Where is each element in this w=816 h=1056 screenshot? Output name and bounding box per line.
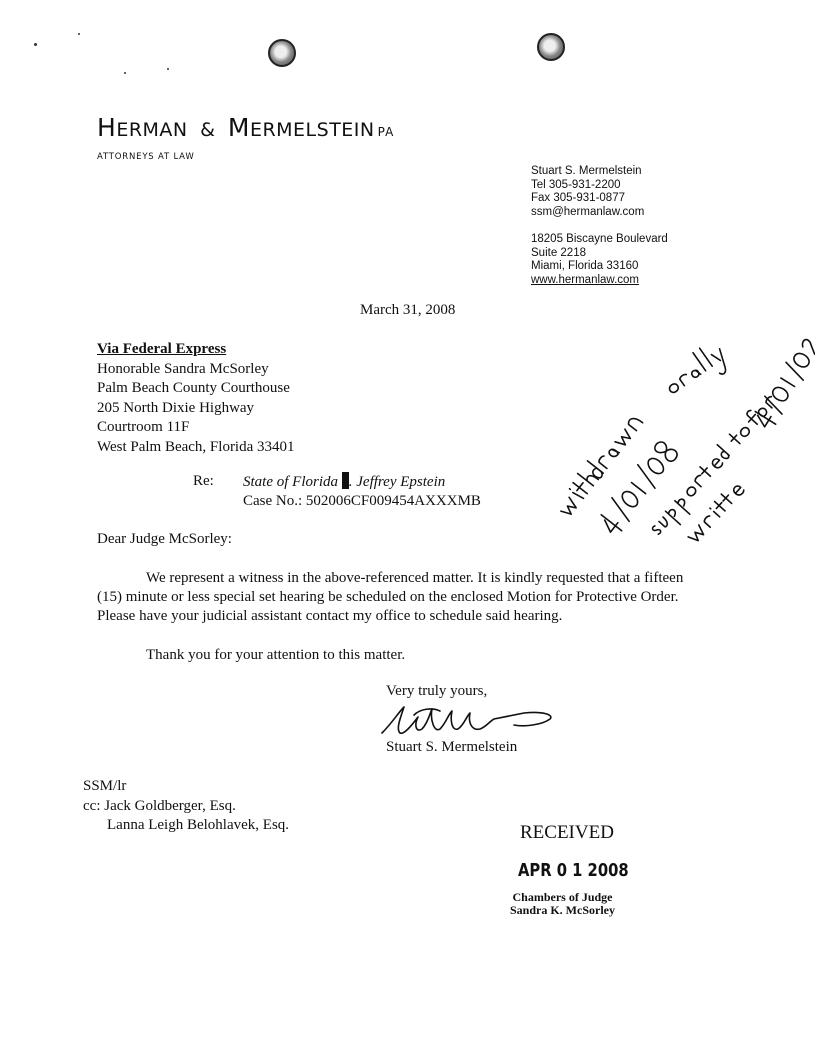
footer-block — [83, 777, 289, 836]
scan-speck — [78, 33, 80, 35]
delivery-method: Via Federal Express — [97, 341, 227, 357]
valediction: Very truly yours, — [386, 683, 488, 699]
received-stamp-title: RECEIVED — [520, 822, 614, 843]
salutation: Dear Judge McSorley: — [97, 531, 232, 547]
scan-speck — [124, 72, 126, 74]
letter-date: March 31, 2008 — [360, 302, 456, 318]
recipient-line: West Palm Beach, Florida 33401 — [97, 438, 295, 455]
body-paragraph-2: Thank you for your attention to this matter. — [146, 647, 406, 663]
firm-initial-m: M — [227, 113, 250, 142]
sender-fax: Fax 305-931-0877 — [531, 192, 625, 204]
punch-hole-right — [537, 33, 565, 61]
firm-pa: PA — [377, 125, 395, 139]
typist-initials: SSM/lr — [83, 778, 127, 794]
re-case-title — [243, 472, 445, 493]
cc-label: cc: — [83, 797, 101, 814]
recipient-line: Courtroom 11F — [97, 419, 190, 436]
signer-name: Stuart S. Mermelstein — [386, 739, 518, 755]
firm-name — [97, 113, 394, 142]
recipient-line: Honorable Sandra McSorley — [97, 360, 269, 377]
scan-speck — [167, 68, 169, 70]
address-line-1: 18205 Biscayne Boulevard — [531, 233, 668, 245]
recipient-block — [97, 340, 295, 458]
sender-tel: Tel 305-931-2200 — [531, 178, 621, 191]
body-paragraph-1-line-3: Please have your judicial assistant contact my office to schedule said hearing. — [97, 608, 563, 624]
cc-line-2 — [83, 816, 289, 836]
recipient-line: Palm Beach County Courthouse — [97, 380, 290, 397]
redaction-bar — [342, 472, 349, 489]
firm-name-herman: ERMAN — [116, 119, 188, 141]
stamp-line-2: Sandra K. McSorley — [510, 903, 615, 917]
case-number: Case No.: 502006CF009454AXXXMB — [243, 493, 481, 509]
cc-line-1 — [83, 797, 289, 817]
cc-recipient: Lanna Leigh Belohlavek, Esq. — [107, 817, 290, 834]
address-line-3: Miami, Florida 33160 — [531, 260, 639, 272]
address-line-2: Suite 2218 — [531, 246, 586, 259]
website-link[interactable]: www.hermanlaw.com — [531, 273, 640, 286]
received-stamp-chambers — [510, 891, 615, 917]
sender-email: ssm@hermanlaw.com — [531, 205, 645, 218]
punch-hole-left — [268, 39, 296, 67]
body-paragraph-1-line-1: We represent a witness in the above-referenced matter. It is kindly requested that a fifteen — [146, 570, 684, 586]
sender-contact-block — [531, 165, 644, 219]
firm-tagline: ATTORNEYS AT LAW — [97, 152, 195, 162]
stamp-line-1: Chambers of Judge — [512, 890, 613, 904]
firm-ampersand: & — [200, 119, 216, 141]
body-paragraph-1-line-2: (15) minute or less special set hearing be scheduled on the enclosed Motion for Protective Order. — [97, 589, 679, 605]
handwritten-notes — [545, 300, 815, 550]
firm-initial-h: H — [97, 113, 117, 142]
case-title-right: . Jeffrey Epstein — [348, 474, 446, 490]
recipient-line: 205 North Dixie Highway — [97, 399, 255, 416]
case-title-left: State of Florida — [243, 474, 338, 490]
firm-name-mermelstein: ERMELSTEIN — [249, 119, 375, 141]
sender-name: Stuart S. Mermelstein — [531, 165, 642, 177]
sender-address-block — [531, 233, 668, 287]
re-label: Re: — [193, 473, 214, 489]
cc-recipient: Jack Goldberger, Esq. — [104, 797, 236, 814]
scan-speck — [34, 43, 37, 46]
received-stamp-date: APR 0 1 2008 — [518, 860, 629, 881]
